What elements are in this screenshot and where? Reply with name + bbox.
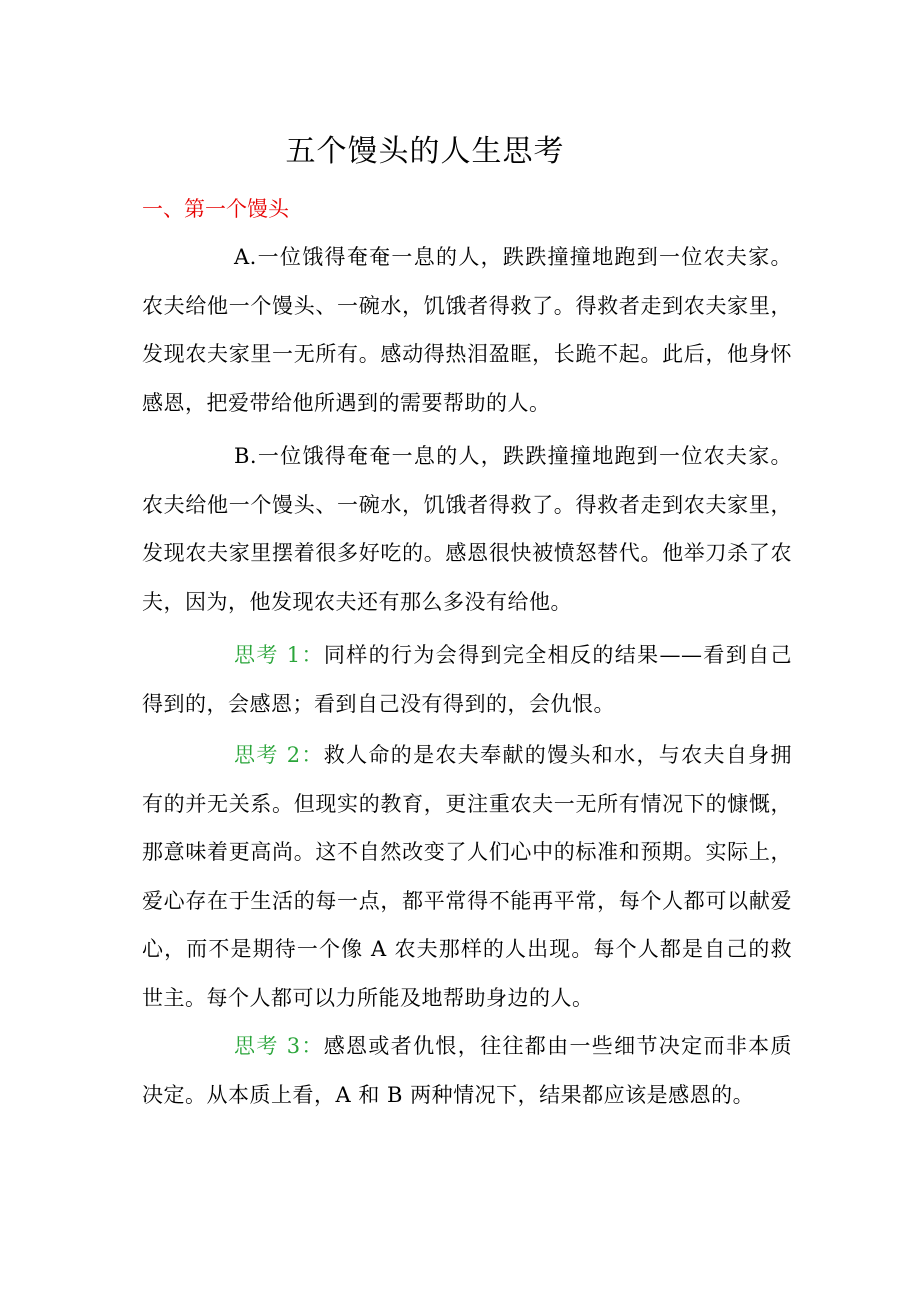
- page-title: 五个馒头的人生思考: [285, 134, 565, 169]
- paragraph-b-text: B.一位饿得奄奄一息的人，跌跌撞撞地跑到一位农夫家。农夫给他一个馒头、一碗水，饥饿者得救了。得救者走到农夫家里，发现农夫家里摆着很多好吃的。感恩很快被愤怒替代。他举刀杀了农夫，因为，他发现农夫还有那么多没有给他。: [142, 444, 792, 614]
- thought-3-text: 感恩或者仇恨，往往都由一些细节决定而非本质决定。从本质上看，A 和 B 两种情况下，结果都应该是感恩的。: [142, 1034, 792, 1107]
- thought-2-label: 思考 2：: [234, 743, 324, 767]
- thought-3-paragraph: [142, 1022, 792, 1119]
- thought-3-label: 思考 3：: [234, 1034, 324, 1058]
- thought-2-text: 救人命的是农夫奉献的馒头和水，与农夫自身拥有的并无关系。但现实的教育，更注重农夫一无所有情况下的慷慨，那意味着更高尚。这不自然改变了人们心中的标准和预期。实际上，爱心存在于生活的每一点，都平常得不能再平常，每个人都可以献爱心，而不是期待一个像 A 农夫那样的人出现。每个人都是自己的救世主。每个人都可以力所能及地帮助身边的人。: [142, 743, 792, 1010]
- thought-2-paragraph: [142, 731, 792, 1022]
- section-heading: 一、第一个馒头: [142, 197, 289, 221]
- thought-1-paragraph: [142, 631, 792, 728]
- thought-1-text: 同样的行为会得到完全相反的结果——看到自己得到的，会感恩；看到自己没有得到的，会仇恨。: [142, 643, 792, 716]
- paragraph-a-text: A.一位饿得奄奄一息的人，跌跌撞撞地跑到一位农夫家。农夫给他一个馒头、一碗水，饥饿者得救了。得救者走到农夫家里，发现农夫家里一无所有。感动得热泪盈眶，长跪不起。此后，他身怀感恩，把爱带给他所遇到的需要帮助的人。: [142, 245, 792, 415]
- thought-1-label: 思考 1：: [234, 643, 324, 667]
- paragraph-b: [142, 432, 792, 626]
- paragraph-a: [142, 233, 792, 427]
